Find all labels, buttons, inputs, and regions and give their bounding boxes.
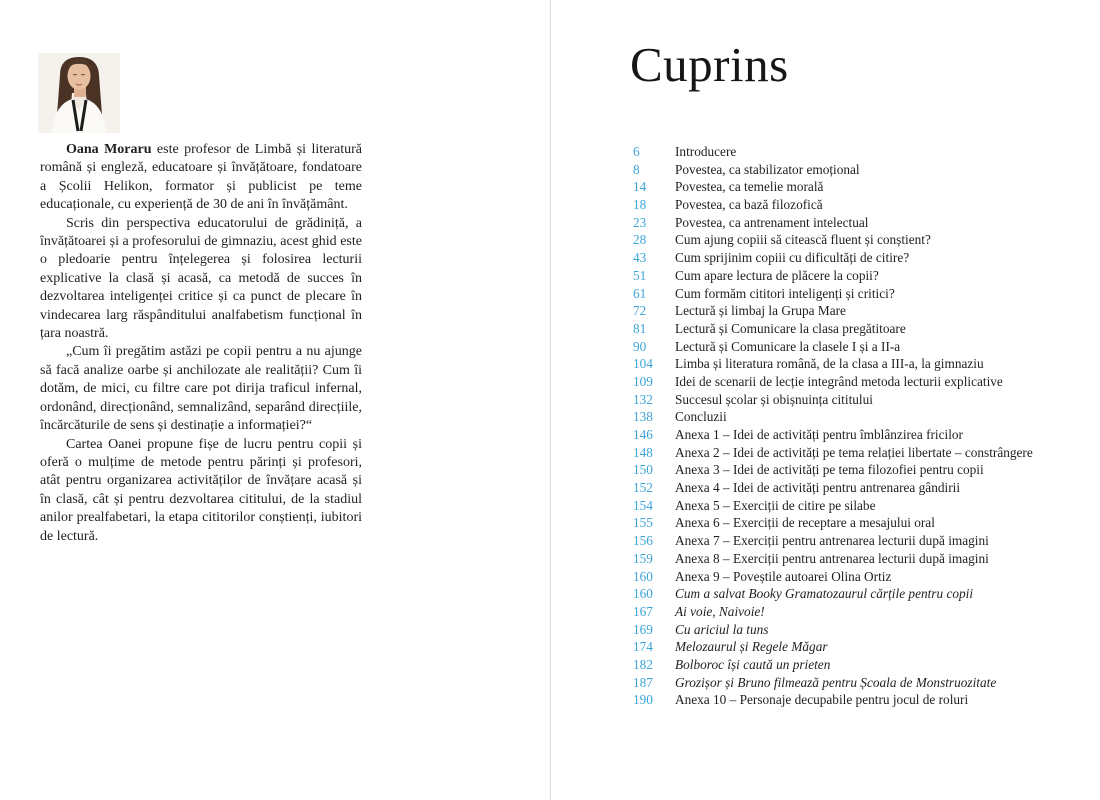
toc-page-number: 14	[633, 179, 647, 195]
toc-entry	[633, 585, 1073, 603]
toc-entry-title: Anexa 10 – Personaje decupabile pentru jocul de roluri	[675, 692, 969, 708]
toc-page-number: 182	[633, 656, 653, 672]
toc-entry-title: Povestea, ca bază filozofică	[675, 197, 823, 213]
toc-entry	[633, 178, 1073, 196]
toc-entry	[633, 444, 1073, 462]
toc-entry	[633, 338, 1073, 356]
toc-page-number: 23	[633, 214, 647, 230]
toc-entry-title: Povestea, ca temelie morală	[675, 179, 824, 195]
toc-entry-title: Melozaurul și Regele Măgar	[675, 639, 828, 655]
toc-page-number: 43	[633, 250, 647, 266]
toc-entry	[633, 302, 1073, 320]
toc-entry	[633, 656, 1073, 674]
toc-page-number: 187	[633, 674, 653, 690]
toc-page-number: 28	[633, 232, 647, 248]
toc-entry	[633, 196, 1073, 214]
toc-entry	[633, 391, 1073, 409]
toc-entry	[633, 426, 1073, 444]
toc-entry-title: Cum formăm cititori inteligenți și critici?	[675, 285, 895, 301]
toc-entry	[633, 550, 1073, 568]
toc-title: Cuprins	[630, 37, 789, 92]
toc-entry	[633, 479, 1073, 497]
toc-entry	[633, 320, 1073, 338]
author-name: Oana Moraru	[66, 142, 152, 157]
toc-entry-title: Anexa 6 – Exerciții de receptare a mesajului oral	[675, 515, 935, 531]
toc-page-number: 148	[633, 444, 653, 460]
toc-entry-title: Povestea, ca stabilizator emoțional	[675, 161, 860, 177]
toc-page-number: 159	[633, 550, 653, 566]
toc-page-number: 160	[633, 568, 653, 584]
bio-paragraph-2: Scris din perspectiva educatorului de grădiniță, a învățătoarei și a profesorului de gimnaziu, acest ghid este o pledoarie pentru înțelegerea și folosirea lecturii explicative la clasă și acasă, ca metodă de succes în dezvoltarea inteligenței critice și ca punct de plecare în vindecarea larg răspânditului analfabetism funcțional în țara noastră.	[40, 215, 362, 342]
toc-entry-title: Limba și literatura română, de la clasa a III-a, la gimnaziu	[675, 356, 984, 372]
toc-entry	[633, 514, 1073, 532]
toc-entry	[633, 161, 1073, 179]
toc-entry-title: Grozișor și Bruno filmează pentru Școala de Monstruozitate	[675, 674, 997, 690]
toc-entry	[633, 408, 1073, 426]
toc-page-number: 155	[633, 515, 653, 531]
toc-entry	[633, 638, 1073, 656]
toc-entry	[633, 285, 1073, 303]
bio-paragraph-4: Cartea Oanei propune fișe de lucru pentru copii și oferă o mulțime de metode pentru părinți și profesori, atât pentru organizarea activităților de învățare acasă și în clasă, cât și pentru dezvoltarea cititului, de la stadiul anilor prealfabetari, la etapa cititorilor conștienți, iubitori de lectură.	[40, 436, 362, 544]
author-portrait-illustration	[38, 53, 120, 133]
toc-entry-title: Cum ajung copiii să citească fluent și conștient?	[675, 232, 931, 248]
toc-page-number: 190	[633, 692, 653, 708]
toc-entry-title: Lectură și Comunicare la clasele I și a II-a	[675, 338, 901, 354]
toc-entry	[633, 674, 1073, 692]
toc-entry-title: Anexa 3 – Idei de activități pe tema filozofiei pentru copii	[675, 462, 984, 478]
toc-entry-title: Lectură și Comunicare la clasa pregătitoare	[675, 320, 906, 336]
toc-entry	[633, 267, 1073, 285]
toc-entry-title: Anexa 9 – Poveștile autoarei Olina Ortiz	[675, 568, 892, 584]
toc-entry-title: Cum sprijinim copiii cu dificultăți de citire?	[675, 250, 910, 266]
toc-list	[633, 143, 1073, 709]
toc-page-number: 8	[633, 161, 640, 177]
toc-page-number: 81	[633, 320, 647, 336]
toc-entry-title: Lectură și limbaj la Grupa Mare	[675, 303, 846, 319]
bio-paragraph-1	[40, 141, 362, 215]
toc-page-number: 72	[633, 303, 647, 319]
toc-page-number: 61	[633, 285, 647, 301]
toc-entry	[633, 532, 1073, 550]
bio-paragraph-1-text: este profesor de Limbă și literatură română și engleză, educatoare și învățătoare, fondatoare a Școlii Helikon, formator și publicist pe teme educaționale, cu experiență de 30 de ani în învățământ.	[40, 142, 362, 213]
toc-page-number: 152	[633, 480, 653, 496]
toc-entry-title: Anexa 4 – Idei de activități pentru antrenarea gândirii	[675, 480, 961, 496]
toc-entry	[633, 621, 1073, 639]
toc-page-number: 146	[633, 427, 653, 442]
toc-entry	[633, 691, 1073, 709]
toc-entry	[633, 568, 1073, 586]
toc-entry	[633, 373, 1073, 391]
toc-entry	[633, 603, 1073, 621]
toc-entry-title: Anexa 8 – Exerciții pentru antrenarea lecturii după imagini	[675, 550, 989, 566]
toc-entry-title: Succesul școlar și obișnuința cititului	[675, 391, 873, 407]
toc-page-number: 154	[633, 497, 653, 513]
toc-page-number: 160	[633, 586, 653, 602]
toc-page-number: 174	[633, 639, 653, 655]
toc-entry-title: Anexa 5 – Exerciții de citire pe silabe	[675, 497, 876, 513]
toc-entry-title: Cum a salvat Booky Gramatozaurul cărțile pentru copii	[675, 586, 974, 602]
toc-page-number: 156	[633, 533, 653, 549]
toc-entry-title: Povestea, ca antrenament intelectual	[675, 214, 869, 230]
toc-page-number: 104	[633, 356, 653, 372]
page-divider	[550, 0, 551, 800]
toc-page-number: 51	[633, 267, 647, 283]
toc-entry	[633, 461, 1073, 479]
toc-page-number: 6	[633, 144, 640, 159]
toc-page-number: 150	[633, 462, 653, 478]
toc-entry	[633, 214, 1073, 232]
toc-entry-title: Introducere	[675, 144, 737, 159]
toc-entry-title: Idei de scenarii de lecție integrând metoda lecturii explicative	[675, 373, 1003, 389]
toc-page-number: 109	[633, 373, 653, 389]
toc-entry	[633, 249, 1073, 267]
author-photo	[38, 53, 120, 133]
toc-page-number: 132	[633, 391, 653, 407]
toc-entry-title: Anexa 1 – Idei de activități pentru îmblânzirea fricilor	[675, 427, 963, 442]
toc-page-number: 90	[633, 338, 647, 354]
toc-entry-title: Ai voie, Naivoie!	[675, 603, 765, 619]
toc-page-number: 169	[633, 621, 653, 637]
toc-entry-title: Bolboroc își caută un prieten	[675, 656, 831, 672]
toc-entry-title: Cum apare lectura de plăcere la copii?	[675, 267, 879, 283]
author-bio	[40, 141, 362, 546]
toc-entry	[633, 355, 1073, 373]
toc-page-number: 167	[633, 603, 653, 619]
bio-paragraph-3: „Cum îi pregătim astăzi pe copii pentru a nu ajunge să facă analize oarbe și anchilozate ale realității? Cum îi dotăm, de mici, cu filtre care pot dirija traficul infernal, ordonând, direcționând, semnalizând, separând direcțiile, încărcăturile de sens și destinație a informației?“	[40, 344, 362, 434]
toc-entry-title: Cu ariciul la tuns	[675, 621, 769, 637]
toc-entry	[633, 497, 1073, 515]
toc-page-number: 18	[633, 197, 647, 213]
toc-entry-title: Anexa 7 – Exerciții pentru antrenarea lecturii după imagini	[675, 533, 989, 549]
toc-entry	[633, 231, 1073, 249]
toc-entry	[633, 143, 1073, 161]
toc-entry-title: Concluzii	[675, 409, 727, 425]
toc-entry-title: Anexa 2 – Idei de activități pe tema relației libertate – constrângere	[675, 444, 1033, 460]
toc-page-number: 138	[633, 409, 653, 425]
